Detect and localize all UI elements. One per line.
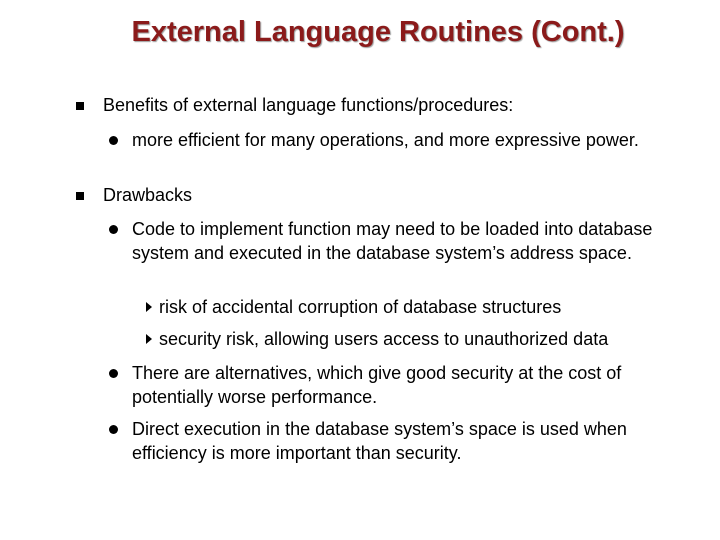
round-bullet-icon — [109, 225, 118, 234]
round-bullet-icon — [109, 425, 118, 434]
bullet-benefits-efficiency — [109, 128, 649, 152]
bullet-drawbacks-code-loading — [109, 217, 659, 265]
bullet-drawbacks-direct-execution — [109, 417, 704, 465]
bullet-text: Code to implement function may need to be loaded into database system and executed in the database system’s address space. — [132, 219, 653, 263]
bullet-text: Benefits of external language functions/procedures: — [103, 95, 514, 115]
bullet-drawbacks — [76, 183, 696, 207]
bullet-text: There are alternatives, which give good security at the cost of potentially worse performance. — [132, 363, 622, 407]
bullet-risk-corruption — [146, 295, 686, 319]
slide-title: External Language Routines (Cont.) — [131, 16, 625, 48]
bullet-risk-security — [146, 327, 706, 351]
bullet-benefits — [76, 93, 696, 117]
square-bullet-icon — [76, 192, 84, 200]
bullet-text: risk of accidental corruption of database structures — [159, 297, 562, 317]
round-bullet-icon — [109, 369, 118, 378]
triangle-bullet-icon — [146, 302, 152, 312]
bullet-text: more efficient for many operations, and more expressive power. — [132, 130, 639, 150]
bullet-text: Direct execution in the database system’s space is used when efficiency is more important than security. — [132, 419, 627, 463]
triangle-bullet-icon — [146, 334, 152, 344]
bullet-drawbacks-alternatives — [109, 361, 694, 409]
bullet-text: Drawbacks — [103, 185, 193, 205]
bullet-text: security risk, allowing users access to unauthorized data — [159, 329, 609, 349]
round-bullet-icon — [109, 136, 118, 145]
square-bullet-icon — [76, 102, 84, 110]
